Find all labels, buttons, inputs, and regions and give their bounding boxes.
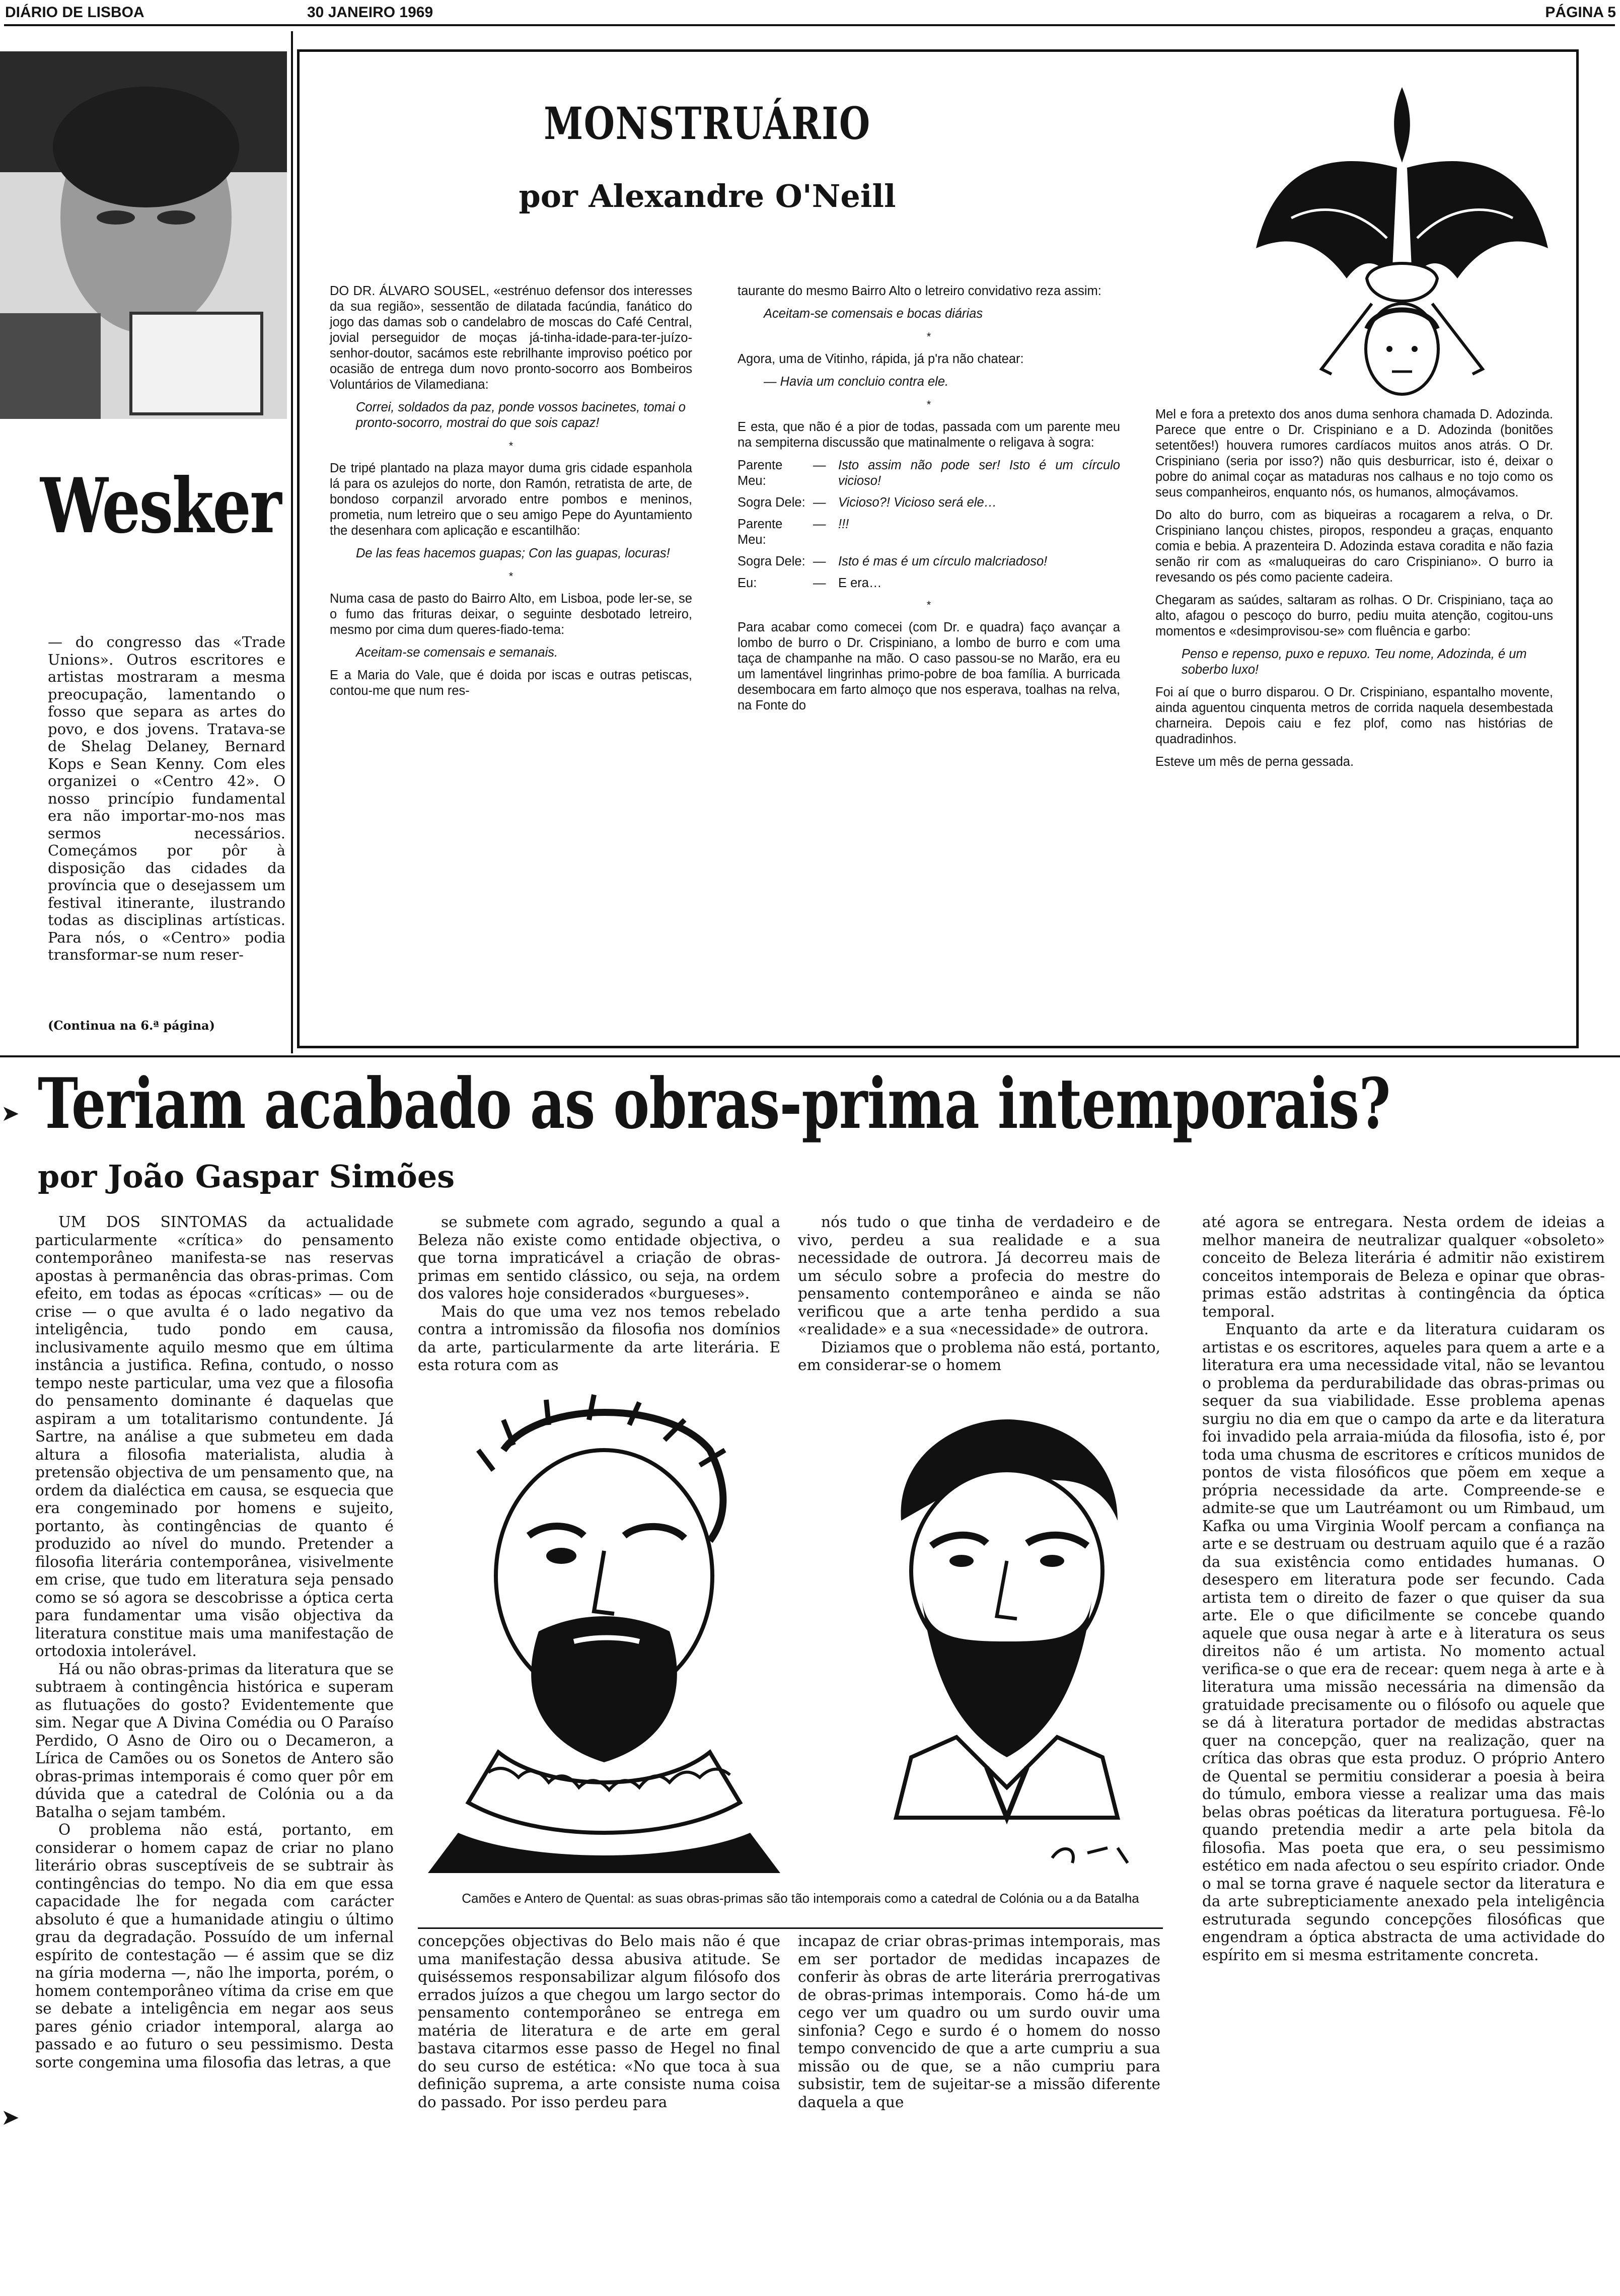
separator-asterisk: * xyxy=(926,599,931,611)
camoes-portrait-drawing xyxy=(428,1390,780,1873)
paragraph: Esteve um mês de perna gessada. xyxy=(1155,755,1354,769)
wesker-portrait-photo xyxy=(0,51,287,419)
article-col-2-para-1: se submete com agrado, segundo a qual a Beleza não existe como entidade objectiva, o que torna impraticável a criação de obras-primas em sentido clássico, ou seja, na ordem dos valores hoje considerados «burgueses». xyxy=(418,1213,780,1302)
article-col-3-para-2: Diziamos que o problema não está, portanto, em considerar-se o homem xyxy=(798,1338,1160,1374)
article-col-1-para-1: UM DOS SINTOMAS da actualidade particularmente «crítica» do pensamento contemporâneo manifesta-se nas reservas apostas à permanência das obras-primas. Com efeito, em todas as épocas «críticas» — ou de crise — o que avulta é o lado negativo da inteligência, tudo pondo em causa, inclusivamente aquilo mesmo que em última instância a justifica. Refina, contudo, o nosso tempo neste particular, uma vez que a filosofia do pensamento dominante é daquelas que aspiram a um totalitarismo contundente. Já Sartre, na análise a que submeteu em dada altura a filosofia materialista, aludia à pretensão objectiva de um pensamento que, na ordem da dialéctica em causa, se esquecia que era congeminado por homens e sujeito, portanto, às contingências de quanto é produzido ao nível do mundo. Pretender a filosofia literária contemporânea, visivelmente em crise, que tudo em literatura seja pensado como se só agora se descobrisse a óptica certa para fundamentar uma visão objectiva da literatura constitue mais uma manifestação de ortodoxia intolerável. xyxy=(35,1213,394,1660)
margin-arrow-icon-2: ➤ xyxy=(1,2105,20,2130)
article-col-4-para-2: Enquanto da arte e da literatura cuidaram os artistas e os escritores, aqueles para quem a arte e a literatura era uma necessidade vital, não se levantou o problema da perdurabilidade das obras-primas ou sequer da sua viabilidade. Esse problema apenas surgiu no dia em que o campo da arte e da literatura foi invadido pela arraia-miúda da filosofia, isto é, por toda uma chusma de escritores e críticos munidos de pontos de vista filosóficos que põem em xeque a própria necessidade da arte. Compreende-se e admite-se que um Lautréamont ou um Rimbaud, um Kafka ou uma Virginia Woolf percam a confiança na arte e se destruam ou destruam aquilo que é a razão da sua existência como entidades humanas. O desespero em literatura pode ser fecundo. Cada artista tem o direito de fazer o que quiser da sua arte. Ele o que dificilmente se concebe quando aquele que ousa negar à arte e à literatura os seus direitos não é um artista. No momento actual verifica-se o que era de recear: quem nega à arte e à literatura uma missão necessária na dimensão da gratuidade precisamente ou o filósofo ou aquele que se dá à literatura portador de medidas abstractas quer na concepção, quer na realização, quer na crítica das obras que esta produz. O próprio Antero de Quental se permitiu considerar a poesia à beira do túmulo, embora viesse a realizar uma das mais belas obras poéticas da literatura portuguesa. Fê-lo quando pretendia medir a arte pela bitola da filosofia. Mas poeta que era, o seu pessimismo estético em nada afectou o seu espírito criador. Onde o mal se torna grave é naquele sector da literatura e da arte subrepticiamente anexado pela inteligência estruturada segundo concepções filosóficas que engendram a óptica abstracta de uma actividade do espírito em si mesma estritamente concreta. xyxy=(1202,1321,1605,1964)
separator-asterisk: * xyxy=(508,440,513,452)
angel-drawing xyxy=(1246,67,1558,409)
dialogue-line xyxy=(738,554,1120,569)
monstruario-box xyxy=(297,49,1579,1048)
article-col-2-top xyxy=(418,1213,780,1375)
caption-rule xyxy=(418,1927,1163,1929)
article-col-3-bottom xyxy=(798,1932,1160,2111)
wesker-continue-note: (Continua na 6.ª página) xyxy=(48,1018,215,1033)
article-byline: por João Gaspar Simões xyxy=(38,1158,455,1195)
article-col-3-top xyxy=(798,1213,1160,1375)
section-divider xyxy=(0,1055,1620,1057)
issue-date: 30 JANEIRO 1969 xyxy=(307,4,433,21)
dialogue-speaker: Sogra Dele: xyxy=(738,554,805,568)
paragraph: Mel e fora a pretexto dos anos duma senhora chamada D. Adozinda. Parece que entre o Dr. Crispiniano e a D. Adozinda (bonitões setentões!) houvera rumores cardíacos muitos anos atrás. O Dr. Crispiniano (seria por isso?) não quis desburricar, isto é, deixar o pobre do animal coçar as mataduras nos calhaus e no tojo como os seus companheiros, enquanto nós, os humanos, almoçávamos. xyxy=(1155,407,1553,499)
monstruario-col-2 xyxy=(738,283,1120,721)
dialogue-line xyxy=(738,517,1120,548)
dialogue-line xyxy=(738,576,1120,591)
paragraph: Para acabar como comecei (com Dr. e quadra) faço avançar a lombo de burro o Dr. Crispiniano, a lombo de burro e com uma taça de champanhe na mão. O caso passou-se no Marão, era eu um lamentável lingrinhas primo-pobre de boa família. A burricada desembocara em farto almoço que nos esperava, toalhas na relva, na Fonte do xyxy=(738,620,1120,712)
paragraph: taurante do mesmo Bairro Alto o letreiro convidativo reza assim: xyxy=(738,284,1101,298)
paragraph: DO DR. ÁLVARO SOUSEL, «estrénuo defensor dos interesses da sua região», sessentão de dilatada facúndia, fanático do jogo das damas sob o candelabro de moscas do Café Central, jovial perseguidor de moças já-tinha-idade-para-ter-juízo-senhor-doutor, sacámos este rebrilhante improviso poético por ocasião de entrega dum novo pronto-socorro aos Bombeiros Voluntários de Vilamediana: xyxy=(330,284,692,392)
separator-asterisk: * xyxy=(926,330,931,343)
quoted-verse: De las feas hacemos guapas; Con las guapas, locuras! xyxy=(356,546,670,560)
dialogue-line xyxy=(738,458,1120,489)
dialogue-speaker: Parente Meu: xyxy=(738,517,783,547)
dialogue-dash: — xyxy=(813,554,826,568)
separator-asterisk: * xyxy=(508,570,513,583)
quoted-verse: Penso e repenso, puxo e repuxo. Teu nome, Adozinda, é um soberbo luxo! xyxy=(1182,647,1527,677)
column-divider xyxy=(291,31,293,1053)
dialogue-speaker: Parente Meu: xyxy=(738,458,783,488)
paragraph: Foi aí que o burro disparou. O Dr. Crispiniano, espantalho movente, ainda aguentou cinquenta metros de corrida naquela desembestada charneira. Depois caiu e fez plof, como nas histórias de quadradinhos. xyxy=(1155,685,1553,746)
article-col-2-para-2: Mais do que uma vez nos temos rebelado contra a intromissão da filosofia nos domínios da arte, particularmente da arte literária. E esta rotura com as xyxy=(418,1303,780,1374)
dialogue-text: Isto assim não pode ser! Isto é um círculo vicioso! xyxy=(838,458,1120,488)
antero-portrait-drawing xyxy=(836,1405,1178,1888)
article-col-1-para-3: O problema não está, portanto, em considerar o homem capaz de criar no plano literário obras susceptíveis de se subtrair às contingências do tempo. No dia em que essa capacidade lhe for negada com carácter absoluto é que a humanidade atingiu o último grau da degradação. Possuído de um infernal espírito de contestação — é assim que se diz na gíria moderna —, não lhe importa, porém, o homem contemporâneo vítima da crise em que se debate a inteligência em negar aos seus pares génio criador intemporal, alarga ao passado e ao futuro o seu pessimismo. Desta sorte congemina uma filosofia das letras, a que xyxy=(35,1821,394,2071)
paragraph: Chegaram as saúdes, saltaram as rolhas. O Dr. Crispiniano, taça ao alto, afagou o pescoço do burro, pediu muita atenção, cogitou-uns momentos e «desimprovisou-se» com fluência e garbo: xyxy=(1155,593,1553,638)
article-headline: Teriam acabado as obras-prima intemporais? xyxy=(38,1062,1390,1144)
article-col-3-para-1: nós tudo o que tinha de verdadeiro e de vivo, perdeu a sua realidade e a sua necessidade de outrora. Já decorreu mais de um século sobre a profecia do mestre do pensamento contemporâneo e ainda se não verificou que a arte tenha perdido a sua «realidade» e a sua «necessidade» de outrora. xyxy=(798,1213,1160,1338)
dialogue-text: Vicioso?! Vicioso será ele… xyxy=(838,495,997,510)
monstruario-col-3 xyxy=(1155,407,1553,777)
portraits-caption: Camões e Antero de Quental: as suas obras-primas são tão intemporais como a catedral de Colónia ou a da Batalha xyxy=(462,1891,1139,1906)
article-col-4-para-1: até agora se entregara. Nesta ordem de ideias a melhor maneira de neutralizar qualquer «obsoleto» conceito de Beleza literária é admitir não existirem conceitos intemporais de Beleza e opinar que obras-primas estão adstritas à contingência da óptica temporal. xyxy=(1202,1213,1605,1320)
dialogue-speaker: Eu: xyxy=(738,576,757,590)
masthead xyxy=(5,4,1616,24)
paragraph: E esta, que não é a pior de todas, passada com um parente meu na sempiterna discussão que matinalmente o religava à sogra: xyxy=(738,420,1120,450)
paragraph: De tripé plantado na plaza mayor duma gris cidade espanhola lá para os azulejos do norte, don Ramón, retratista de arte, de bondoso corpanzil arvorado entre pombos e meninos, prometia, num letreiro que o seu amigo Pepe do Ayuntamiento the desenhara com aplicação e escantilhão: xyxy=(330,461,692,538)
dialogue-speaker: Sogra Dele: xyxy=(738,495,805,510)
article-col-3-bottom-para: incapaz de criar obras-primas intemporais, mas em ser portador de medidas incapazes de conferir às obras de arte literária prerrogativas de obras-primas intemporais. Como há-de um cego ver um quadro ou um surdo ouvir uma sinfonia? Cego e surdo é o homem do nosso tempo convencido de que a arte cumpriu a sua missão ou de que, se a não cumpriu para subsistir, tem de sujeitar-se a missão diferente daquela a que xyxy=(798,1932,1160,2111)
quoted-verse: Correi, soldados da paz, ponde vossos bacinetes, tomai o pronto-socorro, mostrai do que sois capaz! xyxy=(356,400,686,430)
dialogue-dash: — xyxy=(813,495,826,510)
paragraph: E a Maria do Vale, que é doida por iscas e outras petiscas, contou-me que num res- xyxy=(330,668,692,698)
article-col-2-bottom xyxy=(418,1932,780,2111)
article-col-2-bottom-para: concepções objectivas do Belo mais não é que uma manifestação dessa abusiva atitude. Se quiséssemos responsabilizar algum filósofo dos errados juízos a que chegou um largo sector do pensamento contemporâneo se entrega em matéria de literatura e de arte em geral bastava citarmos esse passo de Hegel no final do seu curso de estética: «No que toca à sua definição suprema, a arte consiste numa coisa do passado. Por isso perdeu para xyxy=(418,1932,780,2111)
article-col-1-para-2: Há ou não obras-primas da literatura que se subtraem à contingência histórica e superam as flutuações do gosto? Evidentemente que sim. Negar que A Divina Comédia ou O Paraíso Perdido, O Asno de Oiro ou o Decameron, a Lírica de Camões ou os Sonetos de Antero são obras-primas intemporais é como quer pôr em dúvida que a catedral de Colónia ou a da Batalha o sejam também. xyxy=(35,1660,394,1821)
monstruario-col-1 xyxy=(330,283,692,706)
paragraph: Do alto do burro, com as biqueiras a rocagarem a relva, o Dr. Crispiniano lançou chistes, piropos, respondeu a graças, enquanto comia e bebia. A prazenteira D. Adozinda estava coradita e não fazia senão rir com as «maluqueiras do caro Crispiniano». O burro ia revesando os pés como paciente cadeira. xyxy=(1155,508,1553,585)
wesker-column xyxy=(0,31,289,1053)
newspaper-name: DIÁRIO DE LISBOA xyxy=(5,4,144,21)
dialogue-dash: — xyxy=(813,517,826,531)
article-col-4 xyxy=(1202,1213,1605,1964)
quoted-verse: Aceitam-se comensais e bocas diárias xyxy=(764,307,983,321)
paragraph: Agora, uma de Vitinho, rápida, já p'ra não chatear: xyxy=(738,352,1024,366)
quoted-verse: Aceitam-se comensais e semanais. xyxy=(356,645,558,660)
dialogue-text: E era… xyxy=(838,576,882,590)
page-number: PÁGINA 5 xyxy=(1545,4,1616,21)
article-col-1 xyxy=(35,1213,394,2071)
paragraph: Numa casa de pasto do Bairro Alto, em Lisboa, pode ler-se, se o fumo das frituras deixar, o seguinte desbotado letreiro, mesmo por cima dum queres-fiado-tema: xyxy=(330,592,692,637)
dialogue-line xyxy=(738,495,1120,511)
masthead-rule xyxy=(4,24,1615,26)
dialogue-dash: — xyxy=(813,458,826,472)
monstruario-title: MONSTRUÁRIO xyxy=(544,97,871,150)
wesker-title: Wesker xyxy=(40,462,281,550)
dialogue-text: !!! xyxy=(838,517,849,531)
separator-asterisk: * xyxy=(926,398,931,411)
dialogue-text: Isto é mas é um círculo malcriadoso! xyxy=(838,554,1048,568)
margin-arrow-icon: ➤ xyxy=(1,1101,20,1126)
dialogue-dash: — xyxy=(813,576,826,590)
wesker-body: — do congresso das «Trade Unions». Outros escritores e artistas mostraram a mesma preocupação, lamentando o fosso que separa as artes do povo, e dos jovens. Tratava-se de Shelag Delaney, Bernard Kops e Sean Kenny. Com eles organizei o «Centro 42». O nosso princípio fundamental era não importar-mo-nos mas sermos necessários. Começámos por pôr à disposição das cidades da província que o desejassem um festival itinerante, ilustrando todas as disciplinas artísticas. Para nós, o «Centro» podia transformar-se num reser- xyxy=(48,633,285,963)
quoted-verse: — Havia um concluio contra ele. xyxy=(764,375,949,389)
monstruario-byline: por Alexandre O'Neill xyxy=(519,178,896,214)
